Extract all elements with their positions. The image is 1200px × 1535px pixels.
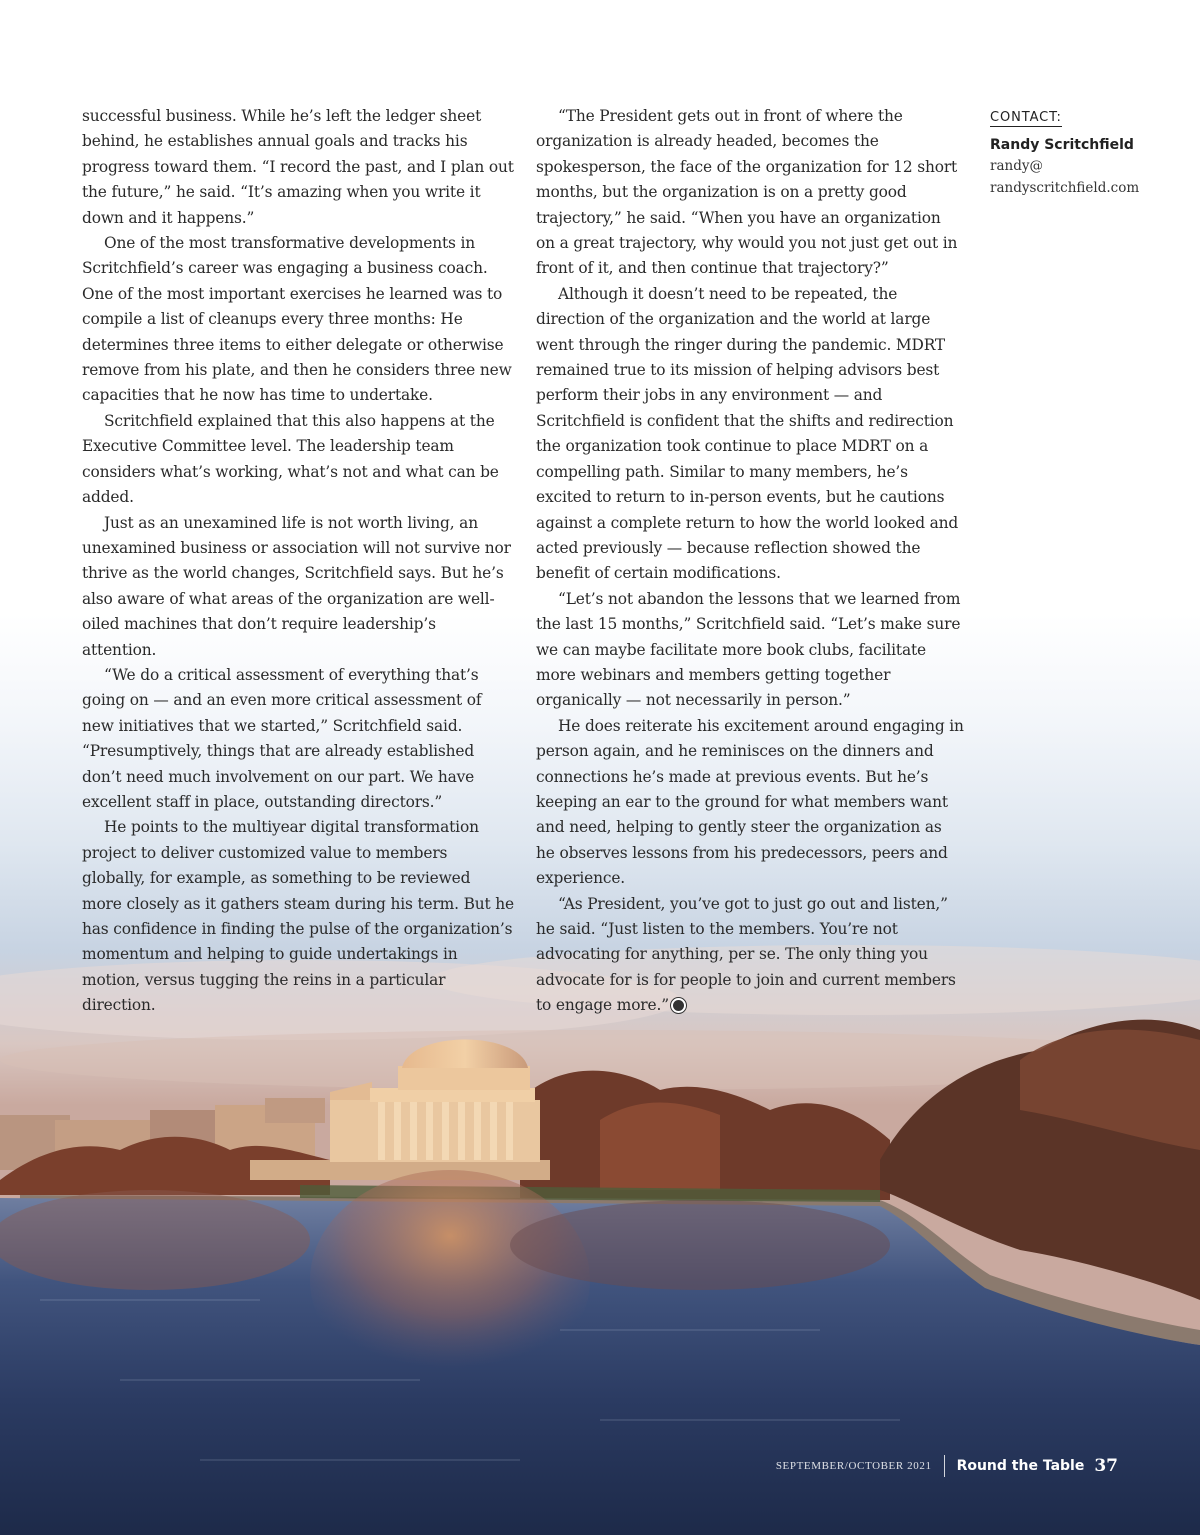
paragraph: “The President gets out in front of where the organization is already headed, becomes the spokesperson, the face of the organization for 12 short months, but the organization is on a pretty good trajectory,” he said. “When you have an organization on a great trajectory, why would you not just get out in front of it, and then continue that trajectory?” bbox=[536, 107, 958, 278]
paragraph: One of the most transformative developments in Scritchfield’s career was engaging a business coach. One of the most important exercises he learned was to compile a list of cleanups every three months: He determines three items to either delegate or otherwise remove from his plate, and then he considers three new capacities that he now has time to undertake. bbox=[82, 234, 512, 405]
footer-divider bbox=[944, 1455, 945, 1477]
paragraph: Although it doesn’t need to be repeated, the direction of the organization and the world at large went through the ringer during the pandemic. MDRT remained true to its mission of helping advisors best perform their jobs in any environment — and Scritchfield is confident that the shifts and redirection the organization took continue to place MDRT on a compelling path. Similar to many members, he’s excited to return to in-person events, but he cautions against a complete return to how the world looked and acted previously — because reflection showed the benefit of certain modifications. bbox=[536, 284, 959, 583]
contact-email-line1: randy@ bbox=[990, 158, 1043, 174]
last-paragraph bbox=[536, 892, 964, 1019]
page-number: 37 bbox=[1094, 1456, 1118, 1476]
paragraph: Just as an unexamined life is not worth living, an unexamined business or association will not survive nor thrive as the world changes, Scritchfield says. But he’s also aware of what areas of the organization are well-oiled machines that don’t require leadership’s attention. bbox=[82, 513, 511, 659]
end-of-article-icon bbox=[673, 1000, 684, 1011]
article-column-middle bbox=[536, 104, 964, 1019]
contact-sidebar bbox=[990, 106, 1180, 199]
contact-email-line2: randyscritchfield.com bbox=[990, 180, 1140, 196]
page-footer bbox=[776, 1452, 1118, 1480]
paragraph: He points to the multiyear digital transformation project to deliver customized value to members globally, for example, as something to be reviewed more closely as it gathers steam during his term. But he has confidence in finding the pulse of the organization’s momentum and helping to guide undertakings in motion, versus tugging the reins in a particular direction. bbox=[82, 818, 515, 1015]
paragraph-text: “As President, you’ve got to just go out and listen,” he said. “Just listen to the members. You’re not advocating for anything, per se. The only thing you advocate for is for people to join and current members to engage more.” bbox=[536, 894, 956, 1015]
contact-email[interactable] bbox=[990, 155, 1180, 199]
paragraph: “We do a critical assessment of everything that’s going on — and an even more critical assessment of new initiatives that we started,” Scritchfield said. “Presumptively, things that are already established don’t need much involvement on our part. We have excellent staff in place, outstanding directors.” bbox=[82, 665, 482, 811]
publication-title: Round the Table bbox=[956, 1458, 1085, 1474]
contact-name: Randy Scritchfield bbox=[990, 137, 1134, 153]
paragraph: Scritchfield explained that this also happens at the Executive Committee level. The leadership team considers what’s working, what’s not and what can be added. bbox=[82, 411, 499, 507]
issue-date: SEPTEMBER/OCTOBER 2021 bbox=[775, 1460, 932, 1472]
paragraph: successful business. While he’s left the ledger sheet behind, he establishes annual goals and tracks his progress toward them. “I record the past, and I plan out the future,” he said. “It’s amazing when you write it down and it happens.” bbox=[82, 107, 514, 227]
article-column-left bbox=[82, 104, 514, 1019]
paragraph: “Let’s not abandon the lessons that we learned from the last 15 months,” Scritchfield said. “Let’s make sure we can maybe facilitate more book clubs, facilitate more webinars and members getting together organically — not necessarily in person.” bbox=[536, 589, 961, 710]
contact-heading: CONTACT: bbox=[990, 110, 1062, 125]
paragraph: He does reiterate his excitement around engaging in person again, and he reminisces on the dinners and connections he’s made at previous events. But he’s keeping an ear to the ground for what members want and need, helping to gently steer the organization as he observes lessons from his predecessors, peers and experience. bbox=[536, 716, 964, 888]
